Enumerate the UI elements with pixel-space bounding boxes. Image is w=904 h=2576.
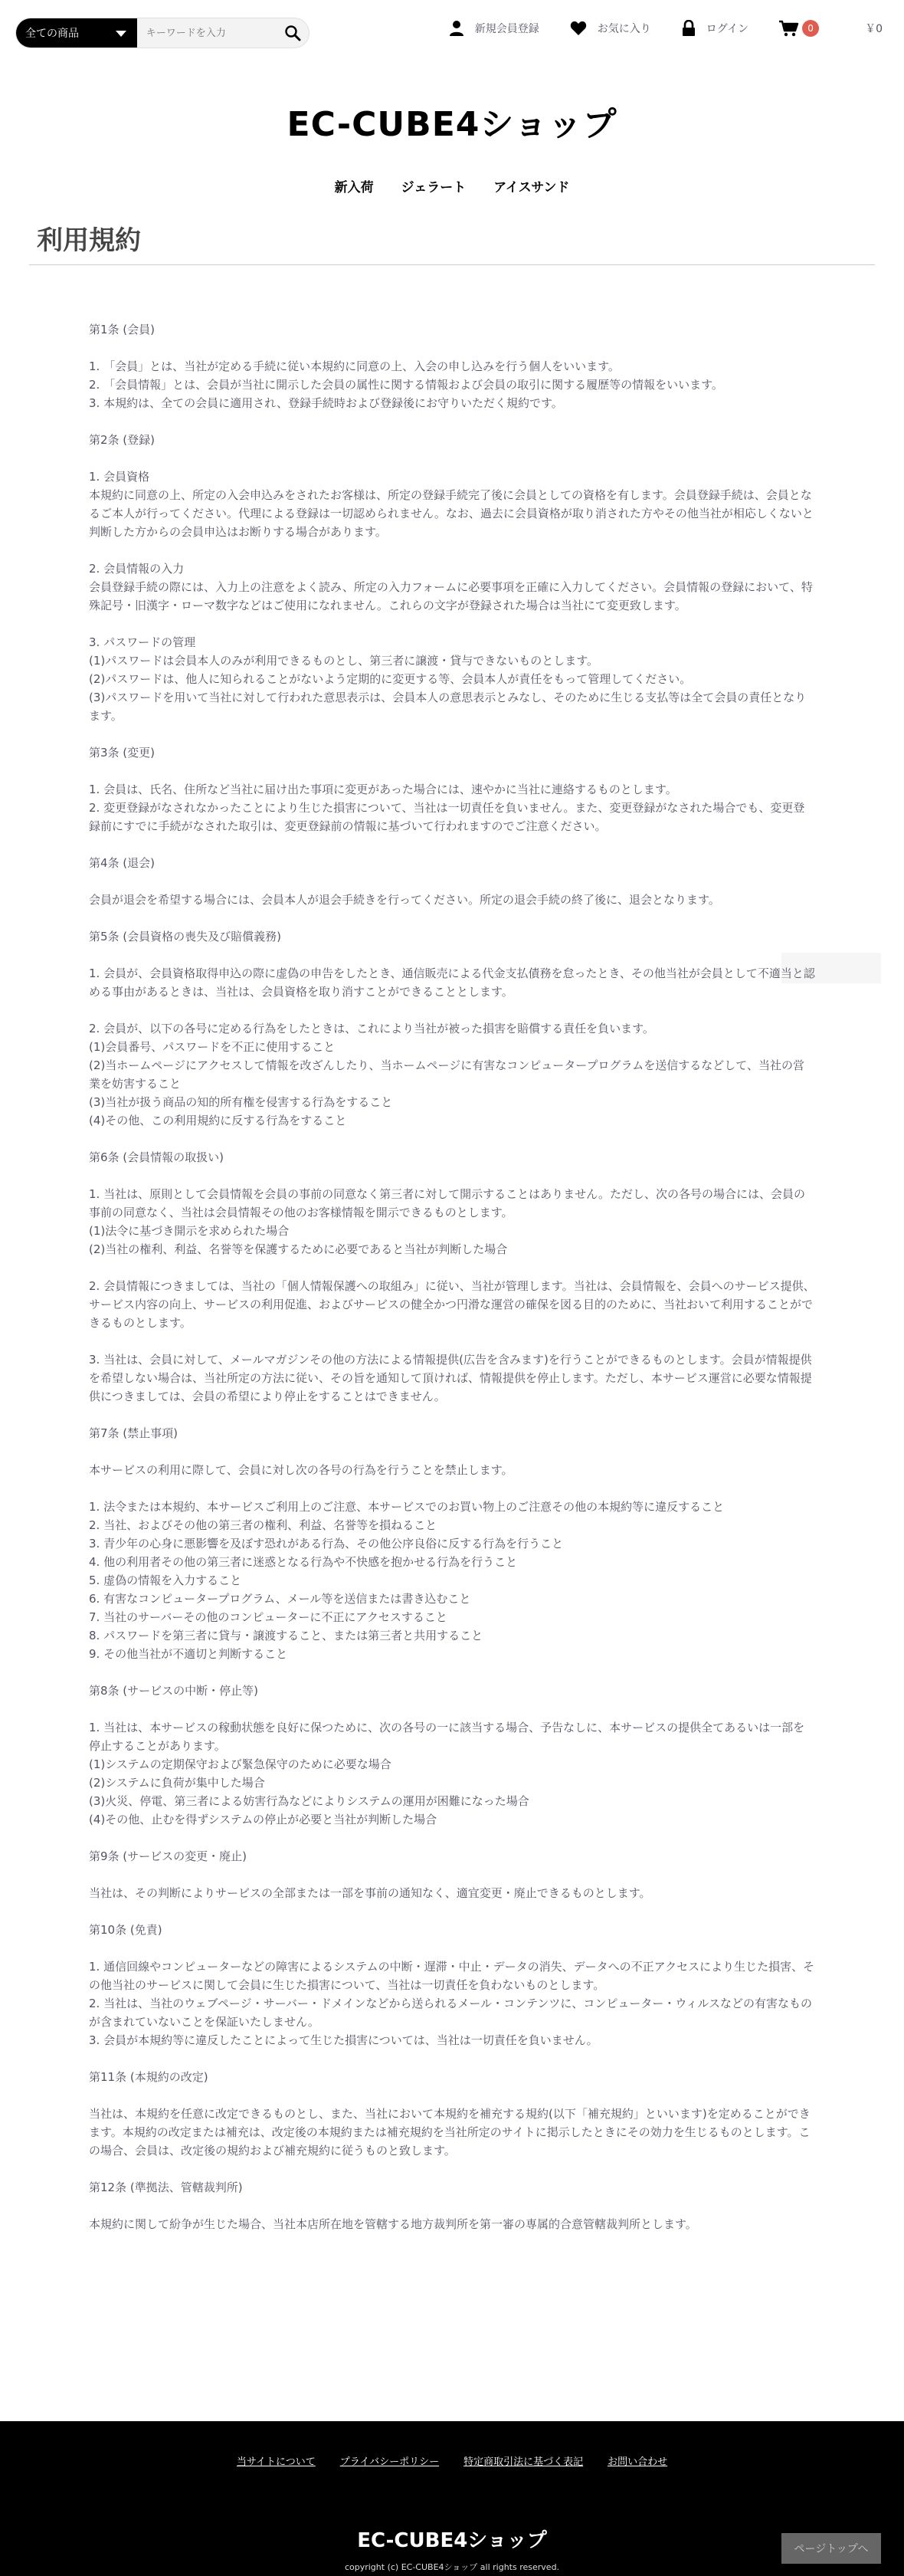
page-top-button[interactable]: ページトップへ (781, 2533, 881, 2564)
terms-paragraph: 1. 会員は、氏名、住所など当社に届け出た事項に変更があった場合には、速やかに当社に連絡するものとします。 2. 変更登録がなされなかったことにより生じた損害について、当社は一切責任を負いません。また、変更登録がなされた場合でも、変更登録前にすでに手続がなされた取引は、変更登録前の情報に基づいて行われますのでご注意ください。 (89, 783, 805, 833)
terms-paragraph: 1. 法令または本規約、本サービスご利用上のご注意、本サービスでのお買い物上のご注意その他の本規約等に違反すること 2. 当社、およびその他の第三者の権利、利益、名誉等を損ねること 3. 青少年の心身に悪影響を及ぼす恐れがある行為、その他公序良俗に反する行為を行うこと 4. 他の利用者その他の第三者に迷惑となる行為や不快感を抱かせる行為を行うこと 5. 虚偽の情報を入力すること 6. 有害なコンピュータープログラム、メール等を送信または書き込むこと 7. 当社のサーバーその他のコンピューターに不正にアクセスすること 8. パスワードを第三者に貸与・譲渡すること、または第三者と共用すること 9. その他当社が不適切と判断すること (89, 1500, 725, 1661)
footer-site-title: EC-CUBE4ショップ (357, 2529, 547, 2552)
header (0, 0, 904, 66)
terms-section-heading: 第2条 (登録) (89, 433, 156, 447)
terms-paragraph: 1. 会員資格 本規約に同意の上、所定の入会申込みをされたお客様は、所定の登録手続完了後に会員としての資格を有します。会員登録手続は、会員となるご本人が行ってください。代理による登録は一切認められません。なお、過去に会員資格が取り消された方やその他当社が相応しくないと判断した方からの会員申込はお断りする場合があります。 (89, 470, 814, 539)
terms-paragraph: 3. 当社は、会員に対して、メールマガジンその他の方法による情報提供(広告を含みます)を行うことができるものとします。会員が情報提供を希望しない場合は、当社所定の方法に従い、その旨を通知して頂ければ、情報提供を停止します。ただし、本サービス運営に必要な情報提供につきましては、会員の希望により停止をすることはできません。 (89, 1353, 812, 1403)
site-title[interactable]: EC-CUBE4ショップ (287, 105, 617, 144)
terms-paragraph: 2. 会員情報につきましては、当社の「個人情報保護への取組み」に従い、当社が管理します。当社は、会員情報を、会員へのサービス提供、サービス内容の向上、サービスの利用促進、およびサービスの健全かつ円滑な運営の確保を図る目的のために、当社おいて利用することができるものとします。 (89, 1279, 815, 1330)
gnav-item-ice-sand[interactable]: アイスサンド (493, 180, 570, 195)
terms-paragraph: 1. 「会員」とは、当社が定める手続に従い本規約に同意の上、入会の申し込みを行う個人をいいます。 2. 「会員情報」とは、会員が当社に開示した会員の属性に関する情報および会員の取引に関する履歴等の情報をいいます。 3. 本規約は、全ての会員に適用され、登録手続時および登録後にお守りいただく規約です。 (89, 359, 723, 410)
terms-paragraph: 1. 通信回線やコンピューターなどの障害によるシステムの中断・遅滞・中止・データの消失、データへの不正アクセスにより生じた損害、その他当社のサービスに関して会員に生じた損害について、当社は一切責任を負わないものとします。 2. 当社は、当社のウェブページ・サーバー・ドメインなどから送られるメール・コンテンツに、コンピューター・ウィルスなどの有害なものが含まれていないことを保証いたしません。 3. 会員が本規約等に違反したことによって生じた損害については、当社は一切責任を負いません。 (89, 1960, 815, 2047)
terms-paragraph: 当社は、その判断によりサービスの全部または一部を事前の通知なく、適宜変更・廃止できるものとします。 (89, 1886, 651, 1900)
gnav-item-gelato[interactable]: ジェラート (401, 180, 467, 195)
copyright: copyright (c) EC-CUBE4ショップ all rights reserved. (344, 2562, 560, 2572)
footer-links (0, 2453, 904, 2468)
search-icon (284, 25, 301, 41)
cart-icon (779, 20, 799, 37)
terms-paragraph: 3. パスワードの管理 (1)パスワードは会員本人のみが利用できるものとし、第三者に譲渡・貸与できないものとします。 (2)パスワードは、他人に知られることがないよう定期的に変更する等、会員本人が責任をもって管理してください。 (3)パスワードを用いて当社に対して行われた意思表示は、会員本人の意思表示とみなし、そのために生じる支払等は全て会員の責任となります。 (89, 635, 807, 723)
cart-total: ￥0 (865, 23, 883, 35)
terms-paragraph: 1. 当社は、本サービスの稼動状態を良好に保つために、次の各号の一に該当する場合、予告なしに、本サービスの提供全てあるいは一部を停止することがあります。 (1)システムの定期保守および緊急保守のために必要な場合 (2)システムに負荷が集中した場合 (3)火災、停電、第三者による妨害行為などによりシステムの運用が困難になった場合 (4)その他、止むを得ずシステムの停止が必要と当社が判断した場合 (89, 1721, 805, 1826)
terms-section-heading: 第9条 (サービスの変更・廃止) (89, 1849, 247, 1863)
terms-section-heading: 第7条 (禁止事項) (89, 1426, 179, 1440)
category-select-value: 全ての商品 (25, 28, 79, 40)
user-nav (418, 20, 883, 37)
footer-link-contact[interactable]: お問い合わせ (608, 2456, 668, 2468)
terms-paragraph: 1. 当社は、原則として会員情報を会員の事前の同意なく第三者に対して開示することはありません。ただし、次の各号の場合には、会員の事前の同意なく、当社は会員情報その他のお客様情報を開示できるものとします。 (1)法令に基づき開示を求められた場合 (2)当社の権利、利益、名誉等を保護するために必要であると当社が判断した場合 (89, 1187, 805, 1256)
page-heading (29, 219, 875, 265)
caret-down-icon (116, 31, 126, 37)
user-icon (449, 20, 464, 37)
terms-section-heading: 第8条 (サービスの中断・停止等) (89, 1684, 259, 1698)
global-nav (0, 176, 904, 195)
terms-section-heading: 第1条 (会員) (89, 323, 156, 336)
terms-section-heading: 第3条 (変更) (89, 746, 156, 760)
footer (0, 2421, 904, 2576)
login-link[interactable] (682, 20, 748, 37)
register-link[interactable] (449, 20, 539, 37)
login-label: ログイン (706, 23, 749, 35)
search-input[interactable] (137, 18, 277, 48)
terms-section-heading: 第5条 (会員資格の喪失及び賠償義務) (89, 930, 282, 943)
terms-paragraph: 会員が退会を希望する場合には、会員本人が退会手続きを行ってください。所定の退会手続の終了後に、退会となります。 (89, 893, 720, 907)
terms-paragraph: 本サービスの利用に際して、会員に対し次の各号の行為を行うことを禁止します。 (89, 1463, 513, 1477)
terms-paragraph: 当社は、本規約を任意に改定できるものとし、また、当社において本規約を補充する規約(以下「補充規約」といいます)を定めることができます。本規約の改定または補充は、改定後の本規約または補充規約を当社所定のサイトに掲示したときにその効力を生じるものとします。この場合、会員は、改定後の規約および補充規約に従うものと致します。 (89, 2107, 811, 2158)
terms-paragraph: 1. 会員が、会員資格取得申込の際に虚偽の申告をしたとき、通信販売による代金支払債務を怠ったとき、その他当社が会員として不適当と認める事由があるときは、当社は、会員資格を取り消すことができることとします。 (89, 966, 815, 999)
terms-section-heading: 第4条 (退会) (89, 856, 156, 870)
lock-icon (682, 20, 696, 37)
terms-content (89, 320, 815, 2252)
terms-paragraph: 本規約に関して紛争が生じた場合、当社本店所在地を管轄する地方裁判所を第一審の専属的合意管轄裁判所とします。 (89, 2217, 697, 2231)
terms-section-heading: 第11条 (本規約の改定) (89, 2070, 208, 2084)
footer-link-privacy[interactable]: プライバシーポリシー (339, 2456, 440, 2468)
cart-button[interactable] (779, 20, 883, 37)
terms-paragraph: 2. 会員が、以下の各号に定める行為をしたときは、これにより当社が被った損害を賠償する責任を負います。 (1)会員番号、パスワードを不正に使用すること (2)当ホームページにアクセスして情報を改ざんしたり、当ホームページに有害なコンピュータープログラムを送信するなどして、当社の営業を妨害すること (3)当社が扱う商品の知的所有権を侵害する行為をすること (4)その他、この利用規約に反する行為をすること (89, 1022, 805, 1127)
heart-icon (570, 21, 587, 36)
page-title: 利用規約 (37, 225, 141, 256)
terms-section-heading: 第12条 (準拠法、管轄裁判所) (89, 2181, 243, 2194)
gnav-item-new[interactable]: 新入荷 (334, 180, 374, 195)
category-select[interactable] (16, 18, 137, 48)
favorite-link[interactable] (570, 21, 651, 36)
search-form (15, 18, 310, 48)
search-button[interactable] (277, 18, 309, 48)
footer-link-about[interactable]: 当サイトについて (236, 2456, 316, 2468)
footer-link-tradelaw[interactable]: 特定商取引法に基づく表記 (463, 2456, 584, 2468)
favorite-label: お気に入り (597, 23, 651, 35)
terms-paragraph: 2. 会員情報の入力 会員登録手続の際には、入力上の注意をよく読み、所定の入力フォームに必要事項を正確に入力してください。会員情報の登録において、特殊記号・旧漢字・ローマ数字などはご使用になれません。これらの文字が登録された場合は当社にて変更致します。 (89, 562, 813, 612)
cart-count-badge: 0 (802, 20, 819, 37)
terms-section-heading: 第6条 (会員情報の取扱い) (89, 1150, 224, 1164)
terms-section-heading: 第10条 (免責) (89, 1923, 162, 1937)
register-label: 新規会員登録 (474, 23, 539, 35)
